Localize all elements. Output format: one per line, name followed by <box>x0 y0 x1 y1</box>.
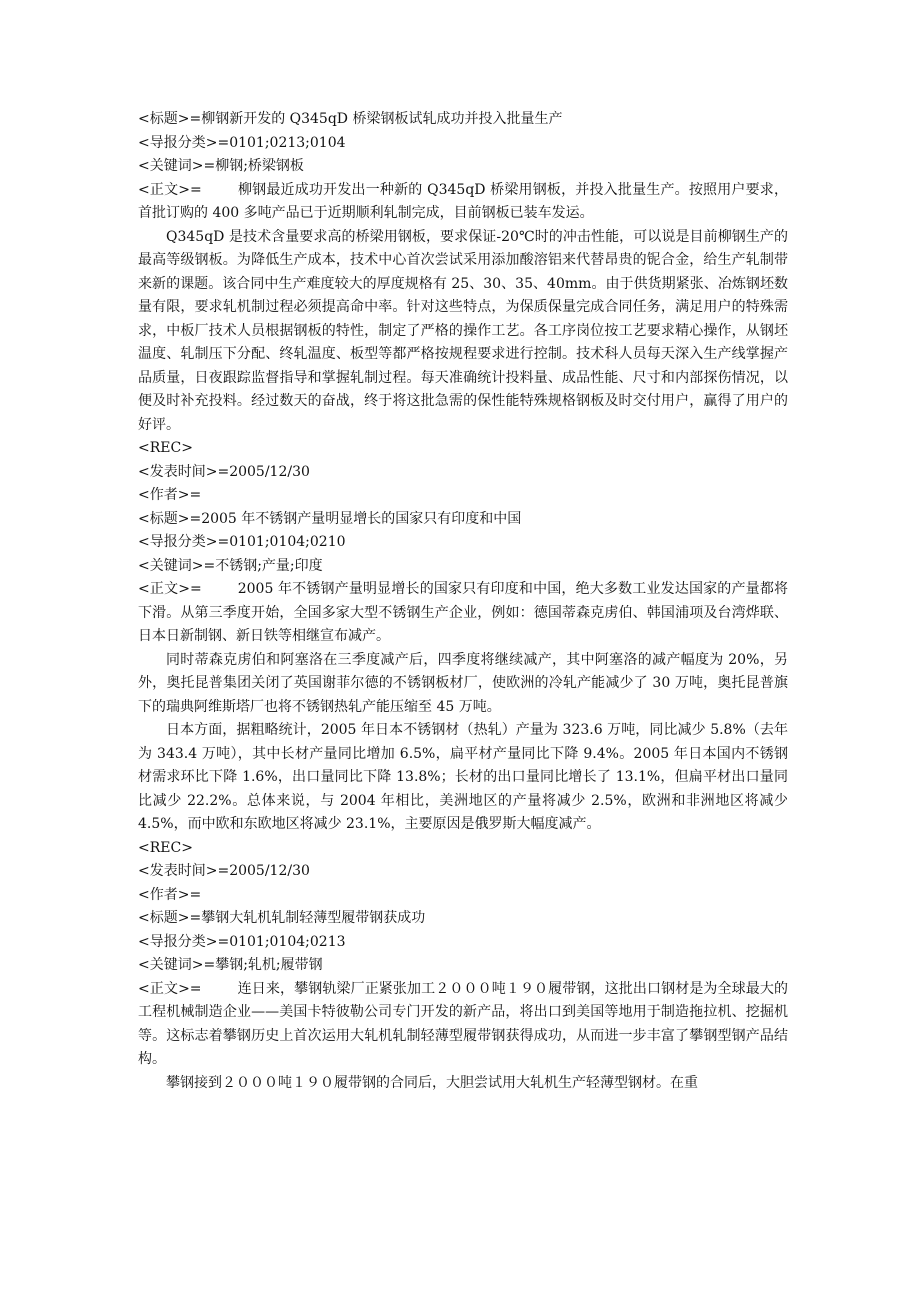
paragraph-text: 2005 年不锈钢产量明显增长的国家只有印度和中国，绝大多数工业发达国家的产量都将下滑。从第三季度开始，全国多家大型不锈钢生产企业，例如：德国蒂森克虏伯、韩国浦项及台湾烨联、日本日新制钢、新日铁等相继宣布减产。 <box>138 581 788 644</box>
record-title: <标题>=柳钢新开发的 Q345qD 桥梁钢板试轧成功并投入批量生产 <box>138 111 563 127</box>
paragraph-text: 连日来，攀钢轨梁厂正紧张加工２０００吨１９０履带钢，这批出口钢材是为全球最大的工程机械制造企业——美国卡特彼勒公司专门开发的新产品，将出口到美国等地用于制造拖拉机、挖掘机等。这标志着攀钢历史上首次运用大轧机轧制轻薄型履带钢获得成功，从而进一步丰富了攀钢型钢产品结构。 <box>138 980 788 1067</box>
body-label: <正文>= <box>138 980 202 997</box>
record-3 <box>138 837 788 1096</box>
record-keywords: <关键词>=柳钢;桥梁钢板 <box>138 158 304 174</box>
record-paragraph: Q345qD 是技术含量要求高的桥梁用钢板，要求保证-20℃时的冲击性能，可以说是目前柳钢生产的最高等级钢板。为降低生产成本，技术中心首次尝试采用添加酸溶铝来代替昂贵的铌合金，给生产轧制带来新的课题。该合同中生产难度较大的厚度规格有 25、30、35、40mm。由于供货期紧张、冶炼钢坯数量有限，要求轧机制过程必须提高命中率。针对这些特点，为保质保量完成合同任务，满足用户的特殊需求，中板厂技术人员根据钢板的特性，制定了严格的操作工艺。各工序岗位按工艺要求精心操作，从钢坯温度、轧制压下分配、终轧温度、板型等都严格按规程要求进行控制。技术科人员每天深入生产线掌握产品质量，日夜跟踪监督指导和掌握轧制过程。每天准确统计投料量、成品性能、尺寸和内部探伤情况，以便及时补充投料。经过数天的奋战，终于将这批急需的保性能特殊规格钢板及时交付用户，赢得了用户的好评。 <box>138 228 788 433</box>
record-author: <作者>= <box>138 886 202 903</box>
record-category: <导报分类>=0101;0104;0213 <box>138 933 346 950</box>
record-body-first-paragraph <box>138 578 788 649</box>
record-title: <标题>=攀钢大轧机轧制轻薄型履带钢获成功 <box>138 910 426 926</box>
body-label: <正文>= <box>138 181 202 198</box>
record-keywords: <关键词>=不锈钢;产量;印度 <box>138 557 323 574</box>
record-date: <发表时间>=2005/12/30 <box>138 463 310 480</box>
record-paragraph: 日本方面，据粗略统计，2005 年日本不锈钢材（热轧）产量为 323.6 万吨，同比减少 5.8%（去年为 343.4 万吨），其中长材产量同比增加 6.5%，扁平材产量同比下降 9.4%。2005 年日本国内不锈钢材需求环比下降 1.6%，出口量同比下降 13.8%；长材的出口量同比增长了 13.1%，但扁平材出口量同比减少 22.2%。总体来说，与 2004 年相比，美洲地区的产量将减少 2.5%，欧洲和非洲地区将减少 4.5%，而中欧和东欧地区将减少 23.1%，主要原因是俄罗斯大幅度减产。 <box>138 722 788 832</box>
record-date: <发表时间>=2005/12/30 <box>138 863 310 879</box>
paragraph-text: 柳钢最近成功开发出一种新的 Q345qD 桥梁用钢板，并投入批量生产。按照用户要求，首批订购的 400 多吨产品已于近期顺利轧制完成，目前钢板已装车发运。 <box>138 181 788 221</box>
record-body-first-paragraph <box>138 978 788 1072</box>
body-label: <正文>= <box>138 581 202 597</box>
record-paragraph: 攀钢接到２０００吨１９０履带钢的合同后，大胆尝试用大轧机生产轻薄型钢材。在重 <box>166 1074 698 1091</box>
record-1 <box>138 108 788 437</box>
record-author: <作者>= <box>138 487 202 503</box>
record-rec-marker: <REC> <box>138 839 193 856</box>
record-title: <标题>=2005 年不锈钢产量明显增长的国家只有印度和中国 <box>138 510 522 527</box>
record-paragraph: 同时蒂森克虏伯和阿塞洛在三季度减产后，四季度将继续减产，其中阿塞洛的减产幅度为 20%，另外，奥托昆普集团关闭了英国谢菲尔德的不锈钢板材厂，使欧洲的冷轧产能减少了 30 万吨，奥托昆普旗下的瑞典阿维斯塔厂也将不锈钢热轧产能压缩至 45 万吨。 <box>138 651 788 715</box>
document-page <box>138 108 788 1095</box>
record-keywords: <关键词>=攀钢;轧机;履带钢 <box>138 957 323 973</box>
record-rec-marker: <REC> <box>138 440 193 456</box>
record-2 <box>138 437 788 837</box>
record-body-first-paragraph <box>138 179 788 226</box>
record-category: <导报分类>=0101;0104;0210 <box>138 534 346 550</box>
record-category: <导报分类>=0101;0213;0104 <box>138 134 346 151</box>
